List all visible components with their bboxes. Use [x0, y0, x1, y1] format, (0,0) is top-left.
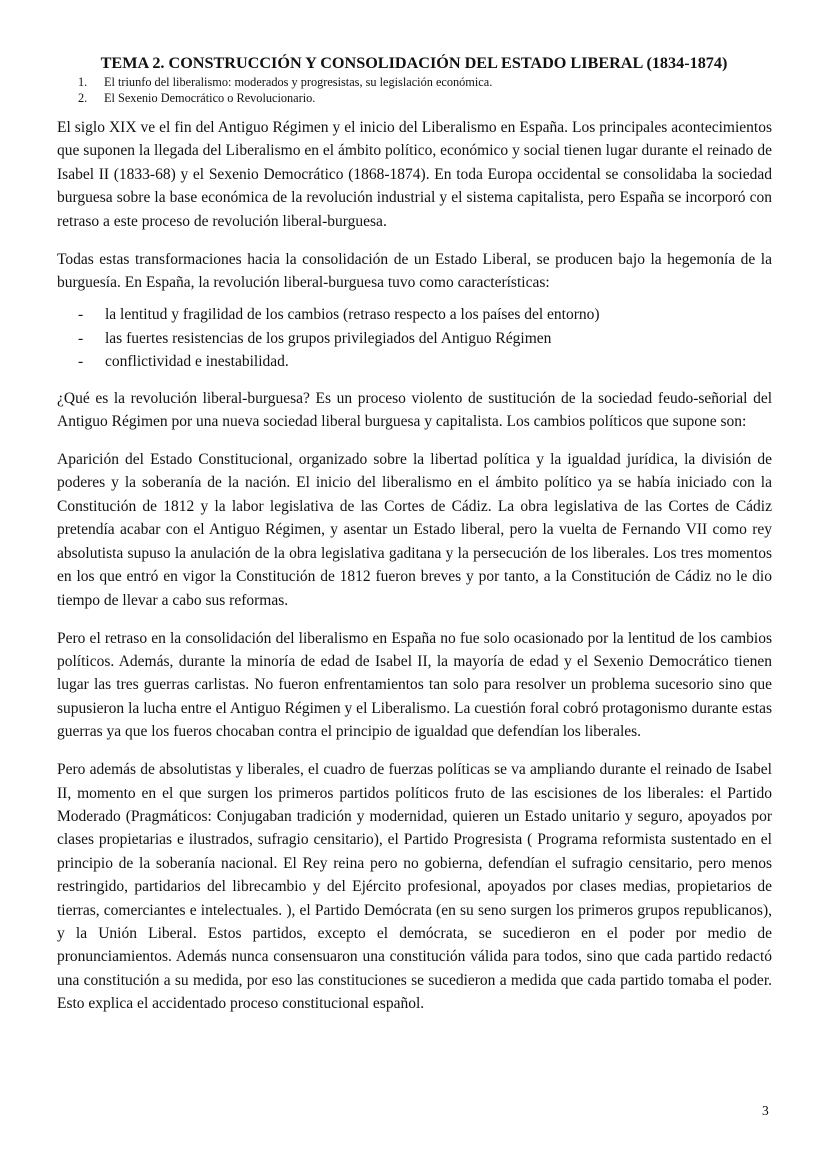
list-item-text: las fuertes resistencias de los grupos privilegiados del Antiguo Régimen [105, 329, 552, 347]
list-item [57, 327, 772, 350]
paragraph: ¿Qué es la revolución liberal-burguesa? Es un proceso violento de sustitución de la sociedad feudo-señorial del Antiguo Régimen por una nueva sociedad liberal burguesa y capitalista. Los cambios políticos que supone son: [57, 389, 772, 431]
list-item [57, 350, 772, 373]
list-dash: - [78, 353, 84, 371]
paragraph: Todas estas transformaciones hacia la consolidación de un Estado Liberal, se producen bajo la hegemonía de la burguesía. En España, la revolución liberal-burguesa tuvo como características: [57, 250, 772, 292]
topic-number: 2. [78, 91, 88, 105]
characteristics-list [57, 303, 772, 373]
list-item [57, 303, 772, 326]
list-item-text: la lentitud y fragilidad de los cambios (retraso respecto a los países del entorno) [105, 306, 600, 324]
paragraph: Pero además de absolutistas y liberales, el cuadro de fuerzas políticas se va ampliando durante el reinado de Isabel II, momento en el que surgen los primeros partidos políticos fruto de las escisiones de los liberales: el Partido Moderado (Pragmáticos: Conjugaban tradición y modernidad, quieren un Estado unitario y seguro, apoyados por clases propietarias e ilustrados, sufragio censitario), el Partido Progresista ( Programa reformista sustentado en el principio de la soberanía nacional. El Rey reina pero no gobierna, defendían el sufragio censitario, pero menos restringido, partidarios del librecambio y del Ejército profesional, apoyados por clases medias, propietarios de tierras, comerciantes e intelectuales. ), el Partido Demócrata (en su seno surgen los primeros grupos republicanos), y la Unión Liberal. Estos partidos, excepto el demócrata, se sucedieron en el poder por medio de pronunciamientos. Además nunca consensuaron una constitución válida para todos, sino que cada partido redactó una constitución a su medida, por eso las constituciones se sucedieron a medida que cada partido tomaba el poder. Esto explica el accidentado proceso constitucional español. [57, 761, 772, 1013]
topic-text: El triunfo del liberalismo: moderados y progresistas, su legislación económica. [104, 75, 493, 89]
list-dash: - [78, 306, 84, 324]
topic-list [78, 74, 492, 106]
paragraph: Aparición del Estado Constitucional, organizado sobre la libertad política y la igualdad jurídica, la división de poderes y la soberanía de la nación. El inicio del liberalismo en el ámbito político ya se había iniciado con la Constitución de 1812 y la labor legislativa de las Cortes de Cádiz. La obra legislativa de las Cortes de Cádiz pretendía acabar con el Antiguo Régimen, y asentar un Estado liberal, pero la vuelta de Fernando VII como rey absolutista supuso la anulación de la obra legislativa gaditana y la persecución de los liberales. Los tres momentos en los que entró en vigor la Constitución de 1812 fueron breves y por tanto, a la Constitución de Cádiz no le dio tiempo de llevar a cabo sus reformas. [57, 451, 772, 609]
list-item-text: conflictividad e inestabilidad. [105, 353, 289, 371]
topic-item [78, 90, 492, 106]
topic-item [78, 74, 492, 90]
topic-number: 1. [78, 75, 88, 89]
paragraph: El siglo XIX ve el fin del Antiguo Régimen y el inicio del Liberalismo en España. Los principales acontecimientos que suponen la llegada del Liberalismo en el ámbito político, económico y social tienen lugar durante el reinado de Isabel II (1833-68) y el Sexenio Democrático (1868-1874). En toda Europa occidental se consolidaba la sociedad burguesa sobre la base económica de la revolución industrial y el sistema capitalista, pero España se incorporó con retraso a este proceso de revolución liberal-burguesa. [57, 119, 772, 230]
paragraph: Pero el retraso en la consolidación del liberalismo en España no fue solo ocasionado por la lentitud de los cambios políticos. Además, durante la minoría de edad de Isabel II, la mayoría de edad y el Sexenio Democrático tienen lugar las tres guerras carlistas. No fueron enfrentamientos tan solo para resolver un problema sucesorio sino que supusieron la lucha entre el Antiguo Régimen y el Liberalismo. La cuestión foral cobró protagonismo durante estas guerras ya que los fueros chocaban contra el principio de igualdad que defendían los liberales. [57, 629, 772, 741]
document-body [57, 116, 772, 1030]
topic-text: El Sexenio Democrático o Revolucionario. [104, 91, 316, 105]
page-number: 3 [762, 1103, 769, 1118]
list-dash: - [78, 329, 84, 347]
page-title: TEMA 2. CONSTRUCCIÓN Y CONSOLIDACIÓN DEL ESTADO LIBERAL (1834-1874) [100, 54, 728, 72]
